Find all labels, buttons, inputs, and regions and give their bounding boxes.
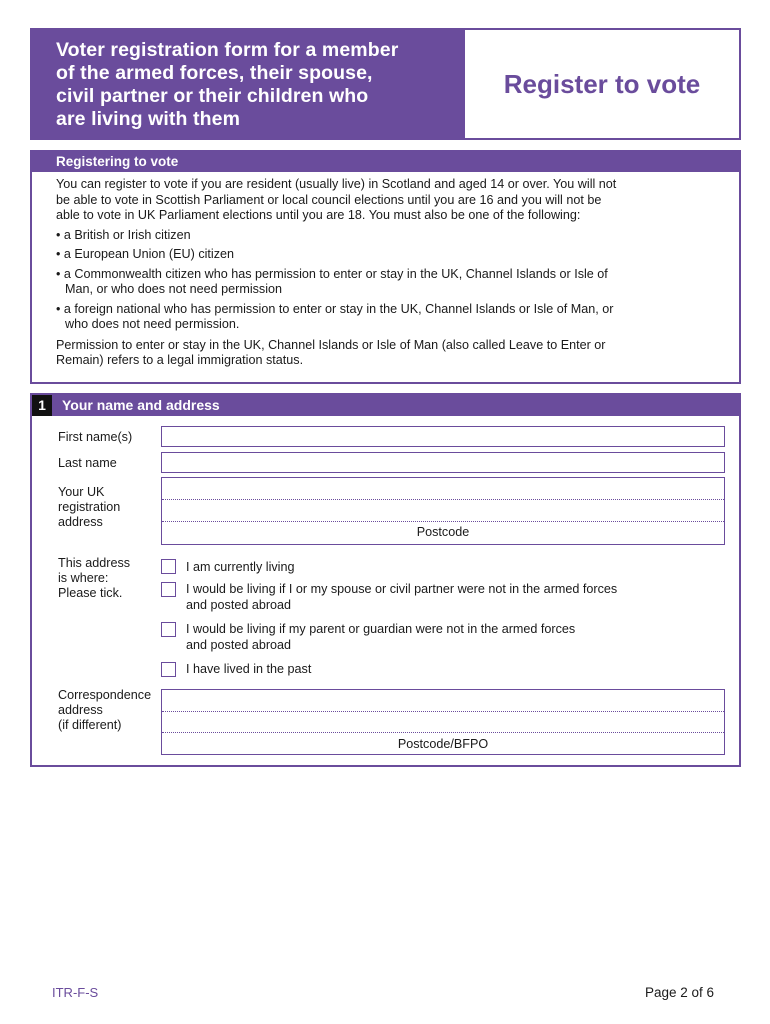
form-title [32, 30, 465, 138]
spouse-armed-forces-text [186, 581, 716, 613]
dotted-line [162, 711, 724, 712]
page-number: Page 2 of 6 [645, 985, 715, 1000]
label-line: address [58, 515, 103, 529]
postcode-bfpo-label: Postcode/BFPO [397, 737, 489, 751]
currently-living-text [186, 559, 716, 575]
label-line: Your UK [58, 485, 105, 499]
section-title: Your name and address [62, 397, 220, 413]
lived-in-past-checkbox[interactable] [161, 662, 176, 677]
name-and-address-section [30, 393, 741, 767]
dotted-line [162, 732, 724, 733]
option-line: I have lived in the past [186, 662, 312, 676]
option-line: I would be living if my parent or guardian were not in the armed forces [186, 622, 576, 636]
form-title-line: Voter registration form for a member [56, 39, 399, 61]
intro-line: Remain) refers to a legal immigration status. [56, 353, 304, 367]
form-title-line: civil partner or their children who [56, 85, 369, 107]
option-line: I would be living if I or my spouse or civil partner were not in the armed forces [186, 582, 618, 596]
intro-body [32, 172, 739, 369]
bullet-text: • a foreign national who has permission to enter or stay in the UK, Channel Islands or Isle of Man, or [56, 301, 614, 316]
bullet-text: • a European Union (EU) citizen [56, 247, 235, 261]
first-name-input[interactable] [161, 426, 725, 447]
spouse-armed-forces-checkbox[interactable] [161, 582, 176, 597]
intro-line: able to vote in UK Parliament elections until you are 18. You must also be one of the following: [56, 208, 581, 222]
eligibility-bullet [56, 247, 715, 263]
parent-armed-forces-checkbox[interactable] [161, 622, 176, 637]
intro-line: Permission to enter or stay in the UK, Channel Islands or Isle of Man (also called Leave to Enter or [56, 337, 606, 352]
form-header [30, 28, 741, 140]
intro-line: You can register to vote if you are resident (usually live) in Scotland and aged 14 or over. You will not [56, 177, 617, 191]
form-title-line: are living with them [56, 108, 241, 130]
correspondence-address-label [58, 688, 151, 733]
lived-in-past-text [186, 661, 716, 677]
address-is-label [58, 556, 130, 601]
bullet-text: • a British or Irish citizen [56, 227, 191, 242]
intro-line: be able to vote in Scottish Parliament or local council elections until you are 16 and you will not be [56, 192, 602, 207]
eligibility-bullet [56, 228, 715, 244]
label-line: is where: [58, 571, 109, 585]
last-name-label: Last name [58, 456, 117, 470]
last-name-input[interactable] [161, 452, 725, 473]
section-number: 1 [32, 395, 52, 416]
option-line: I am currently living [186, 560, 295, 574]
registration-address-label [58, 485, 120, 530]
bullet-text: Man, or who does not need permission [65, 282, 283, 296]
label-line: Please tick. [58, 586, 123, 600]
label-line: Correspondence [58, 688, 152, 702]
postcode-label: Postcode [416, 525, 470, 539]
section-heading: Registering to vote [32, 152, 739, 172]
section-heading [32, 395, 739, 416]
label-line: This address [58, 556, 131, 570]
correspondence-address-input[interactable] [161, 689, 725, 755]
registration-address-input[interactable] [161, 477, 725, 545]
bullet-text: who does not need permission. [65, 317, 240, 331]
eligibility-bullet [56, 302, 715, 333]
registering-to-vote-section [30, 150, 741, 384]
option-line: and posted abroad [186, 598, 292, 612]
currently-living-checkbox[interactable] [161, 559, 176, 574]
form-title-line: of the armed forces, their spouse, [56, 62, 373, 84]
label-line: registration [58, 500, 121, 514]
parent-armed-forces-text [186, 621, 716, 653]
bullet-text: • a Commonwealth citizen who has permission to enter or stay in the UK, Channel Islands or Isle of [56, 266, 608, 281]
label-line: (if different) [58, 718, 122, 732]
register-to-vote-badge: Register to vote [503, 68, 701, 99]
form-code: ITR-F-S [52, 985, 99, 1000]
dotted-line [162, 521, 724, 522]
dotted-line [162, 499, 724, 500]
eligibility-bullet [56, 267, 715, 298]
label-line: address [58, 703, 103, 717]
option-line: and posted abroad [186, 638, 292, 652]
first-name-label: First name(s) [58, 430, 133, 444]
